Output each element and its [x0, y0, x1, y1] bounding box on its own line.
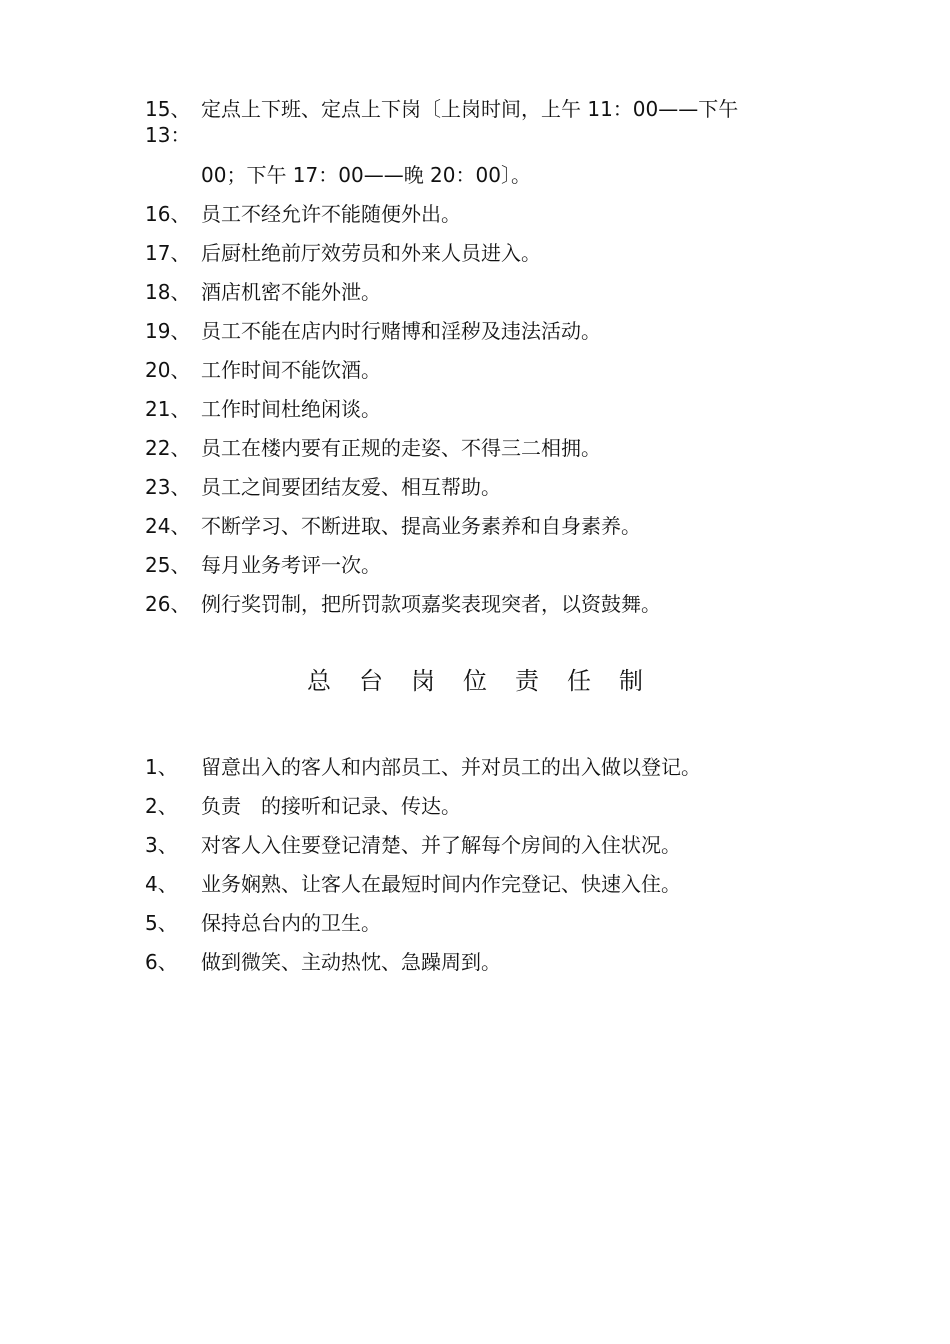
duty-text: 保持总台内的卫生。 [201, 911, 381, 935]
duty-item [145, 910, 815, 949]
rule-item [145, 240, 815, 279]
rule-number: 26、 [145, 592, 191, 616]
rule-text-continuation: 00；下午 17：00——晚 20：00〕。 [201, 163, 531, 187]
rule-text: 不断学习、不断进取、提高业务素养和自身素养。 [201, 514, 641, 538]
duty-text: 对客人入住要登记清楚、并了解每个房间的入住状况。 [201, 833, 681, 857]
duty-number: 1、 [145, 755, 178, 779]
rule-item [145, 552, 815, 591]
rule-text: 员工在楼内要有正规的走姿、不得三二相拥。 [201, 436, 601, 460]
duty-text: 业务娴熟、让客人在最短时间内作完登记、快速入住。 [201, 872, 681, 896]
rule-text: 员工不经允许不能随便外出。 [201, 202, 461, 226]
rule-item [145, 513, 815, 552]
duty-item [145, 832, 815, 871]
duty-number: 2、 [145, 794, 178, 818]
rule-text: 例行奖罚制，把所罚款项嘉奖表现突者，以资鼓舞。 [201, 592, 661, 616]
rule-number: 15、 [145, 97, 191, 121]
duty-number: 5、 [145, 911, 178, 935]
duty-item [145, 871, 815, 910]
rule-text: 员工不能在店内时行赌博和淫秽及违法活动。 [201, 319, 601, 343]
rule-item [145, 201, 815, 240]
duty-number: 3、 [145, 833, 178, 857]
rule-item [145, 279, 815, 318]
rule-number: 18、 [145, 280, 191, 304]
duty-text: 负责 的接听和记录、传达。 [201, 794, 461, 818]
rule-text: 每月业务考评一次。 [201, 553, 381, 577]
rule-item [145, 591, 815, 630]
rule-number: 25、 [145, 553, 191, 577]
rule-text-overflow: 13： [145, 123, 191, 147]
rule-item [145, 318, 815, 357]
rule-item [145, 396, 815, 435]
duty-text: 做到微笑、主动热忱、急躁周到。 [201, 950, 501, 974]
rule-item-15-line1 [145, 96, 815, 122]
rule-text: 定点上下班、定点上下岗〔上岗时间，上午 11：00——下午 [201, 97, 739, 121]
rule-text: 工作时间杜绝闲谈。 [201, 397, 381, 421]
rule-number: 24、 [145, 514, 191, 538]
rule-text: 酒店机密不能外泄。 [201, 280, 381, 304]
rule-number: 19、 [145, 319, 191, 343]
section-title: 总台岗位责任制 [307, 667, 671, 695]
duty-text: 留意出入的客人和内部员工、并对员工的出入做以登记。 [201, 755, 701, 779]
duty-item [145, 754, 815, 793]
duty-number: 6、 [145, 950, 178, 974]
rule-item [145, 357, 815, 396]
duty-item [145, 793, 815, 832]
rule-text: 工作时间不能饮酒。 [201, 358, 381, 382]
duty-item [145, 949, 815, 988]
rule-item [145, 474, 815, 513]
duty-number: 4、 [145, 872, 178, 896]
duties-list [145, 754, 815, 988]
rule-number: 20、 [145, 358, 191, 382]
rule-number: 22、 [145, 436, 191, 460]
rules-list [145, 96, 815, 630]
rule-text: 员工之间要团结友爱、相互帮助。 [201, 475, 501, 499]
rule-item-15 [145, 96, 815, 201]
rule-number: 16、 [145, 202, 191, 226]
rule-item [145, 435, 815, 474]
rule-number: 21、 [145, 397, 191, 421]
rule-number: 17、 [145, 241, 191, 265]
rule-text: 后厨杜绝前厅效劳员和外来人员进入。 [201, 241, 541, 265]
rule-number: 23、 [145, 475, 191, 499]
